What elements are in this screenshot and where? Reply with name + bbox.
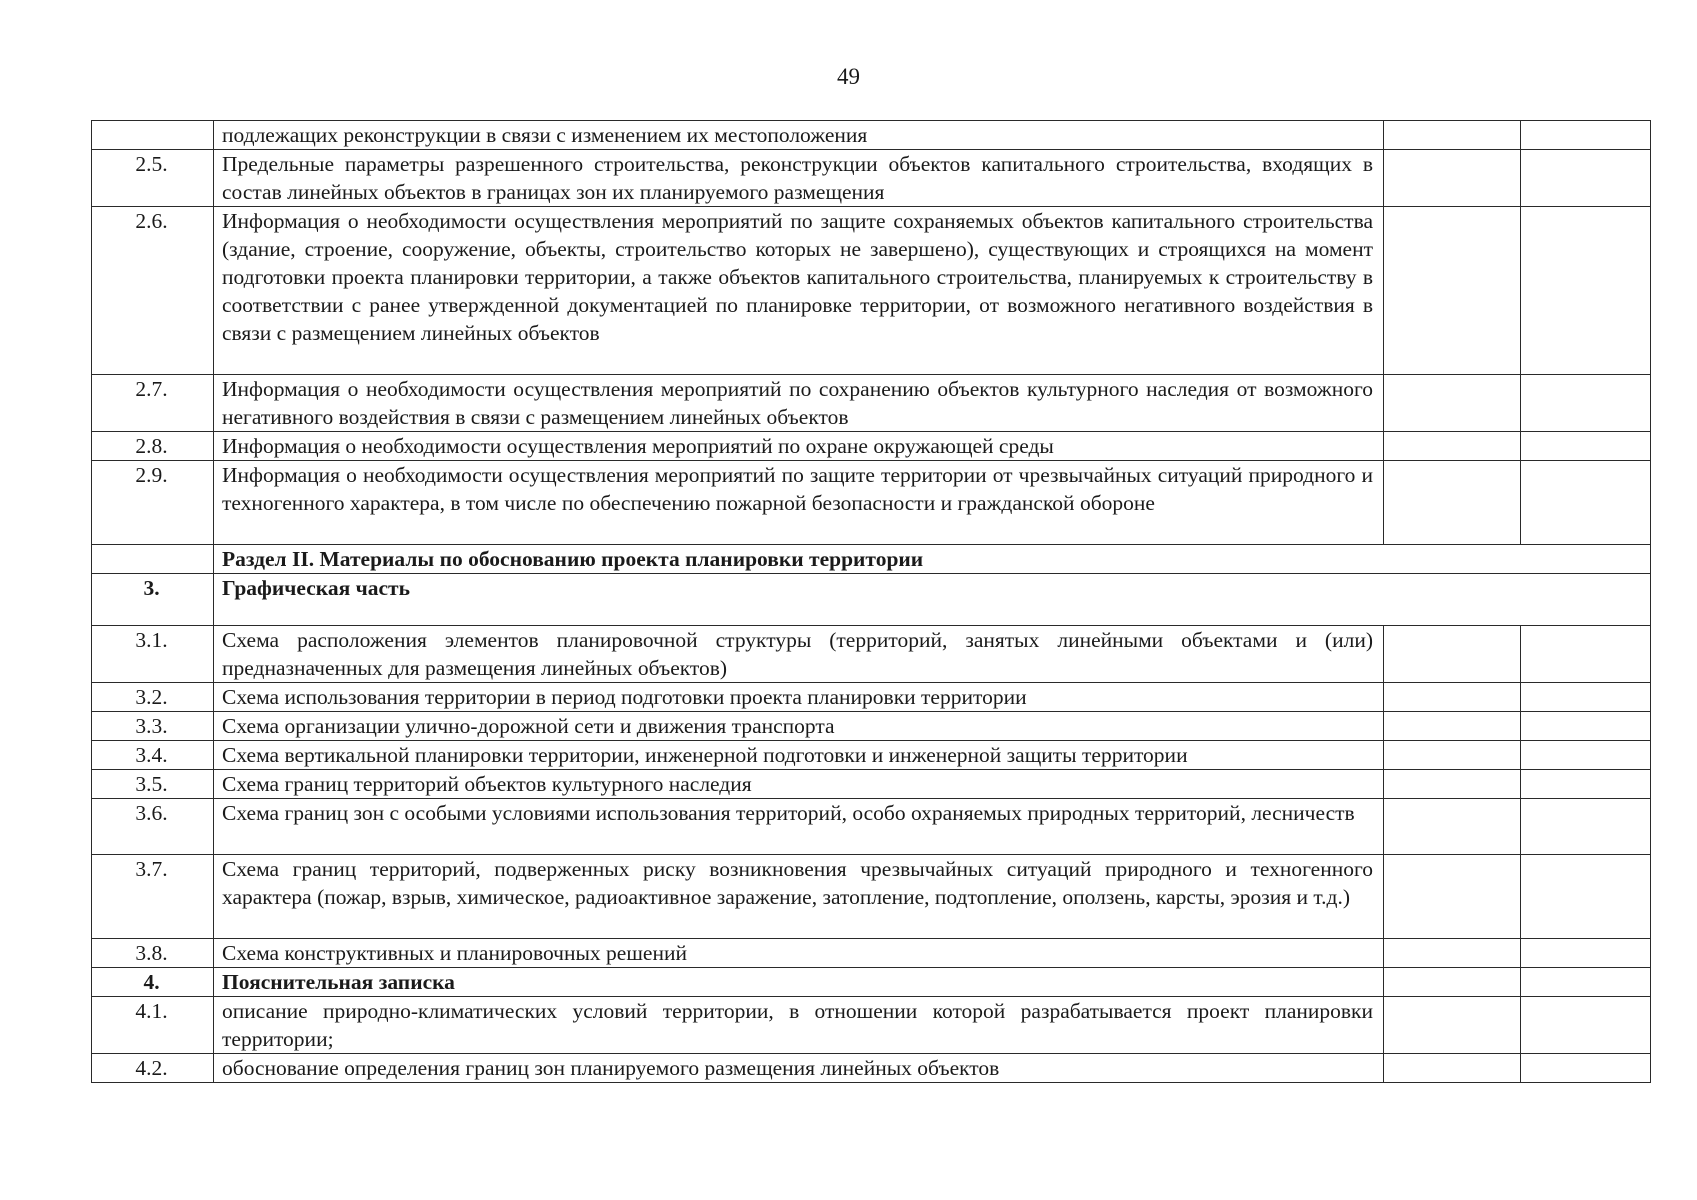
row-text: Схема расположения элементов планировочной структуры (территорий, занятых линейными объектами и (или) предназначенных для размещения линейных объектов) (214, 626, 1384, 683)
row-text: Схема границ территорий объектов культурного наследия (214, 770, 1384, 799)
table-row (92, 375, 1651, 432)
empty-cell (1384, 997, 1521, 1054)
empty-cell (1384, 375, 1521, 432)
row-text: обоснование определения границ зон планируемого размещения линейных объектов (214, 1054, 1384, 1083)
row-number: 3.3. (92, 712, 214, 741)
row-number: 4. (92, 968, 214, 997)
empty-cell (1521, 121, 1651, 150)
section-title: Графическая часть (214, 574, 1651, 626)
empty-cell (1384, 939, 1521, 968)
empty-cell (1521, 712, 1651, 741)
row-text: подлежащих реконструкции в связи с изменением их местоположения (214, 121, 1384, 150)
row-text: Схема использования территории в период подготовки проекта планировки территории (214, 683, 1384, 712)
empty-cell (1521, 432, 1651, 461)
empty-cell (1384, 207, 1521, 375)
empty-cell (1521, 855, 1651, 939)
empty-cell (1384, 741, 1521, 770)
row-number: 2.6. (92, 207, 214, 375)
row-number: 2.8. (92, 432, 214, 461)
empty-cell (1384, 712, 1521, 741)
empty-cell (1521, 1054, 1651, 1083)
row-text: Схема границ зон с особыми условиями использования территорий, особо охраняемых природных территорий, лесничеств (214, 799, 1384, 855)
row-text: Схема организации улично-дорожной сети и движения транспорта (214, 712, 1384, 741)
table-row (92, 712, 1651, 741)
section-row (92, 545, 1651, 574)
empty-cell (1521, 939, 1651, 968)
row-number: 3.8. (92, 939, 214, 968)
row-number: 2.9. (92, 461, 214, 545)
row-number: 3. (92, 574, 214, 626)
row-number: 4.2. (92, 1054, 214, 1083)
table-row (92, 770, 1651, 799)
empty-cell (1384, 121, 1521, 150)
empty-cell (1521, 997, 1651, 1054)
row-text: Схема границ территорий, подверженных риску возникновения чрезвычайных ситуаций природного и техногенного характера (пожар, взрыв, химическое, радиоактивное заражение, затопление, подтопление, оползень, карсты, эрозия и т.д.) (214, 855, 1384, 939)
table-row (92, 207, 1651, 375)
table-row (92, 432, 1651, 461)
row-number: 3.1. (92, 626, 214, 683)
table-row (92, 741, 1651, 770)
empty-cell (1521, 207, 1651, 375)
empty-cell (1384, 461, 1521, 545)
table-row (92, 855, 1651, 939)
row-text: Схема конструктивных и планировочных решений (214, 939, 1384, 968)
table-row (92, 121, 1651, 150)
empty-cell (1384, 683, 1521, 712)
section-row (92, 574, 1651, 626)
row-text: Схема вертикальной планировки территории, инженерной подготовки и инженерной защиты территории (214, 741, 1384, 770)
document-table (91, 120, 1651, 1083)
empty-cell (1521, 461, 1651, 545)
table-row (92, 968, 1651, 997)
empty-cell (1521, 150, 1651, 207)
table-row (92, 626, 1651, 683)
row-text: Информация о необходимости осуществления мероприятий по защите сохраняемых объектов капитального строительства (здание, строение, сооружение, объекты, строительство которых не завершено), существующих и строящихся на момент подготовки проекта планировки территории, а также объектов капитального строительства, планируемых к строительству в соответствии с ранее утвержденной документацией по планировке территории, от возможного негативного воздействия в связи с размещением линейных объектов (214, 207, 1384, 375)
empty-cell (1384, 150, 1521, 207)
empty-cell (1521, 626, 1651, 683)
table-row (92, 461, 1651, 545)
row-text: Информация о необходимости осуществления мероприятий по защите территории от чрезвычайных ситуаций природного и техногенного характера, в том числе по обеспечению пожарной безопасности и гражданской обороне (214, 461, 1384, 545)
row-number: 3.2. (92, 683, 214, 712)
row-text: Информация о необходимости осуществления мероприятий по охране окружающей среды (214, 432, 1384, 461)
row-number: 2.7. (92, 375, 214, 432)
row-text: Пояснительная записка (214, 968, 1384, 997)
table-row (92, 150, 1651, 207)
section-title: Раздел II. Материалы по обоснованию проекта планировки территории (214, 545, 1651, 574)
empty-cell (1521, 741, 1651, 770)
empty-cell (1384, 432, 1521, 461)
empty-cell (1521, 770, 1651, 799)
row-number (92, 545, 214, 574)
row-number: 2.5. (92, 150, 214, 207)
row-number: 3.6. (92, 799, 214, 855)
row-text: описание природно-климатических условий территории, в отношении которой разрабатывается проект планировки территории; (214, 997, 1384, 1054)
table-row (92, 997, 1651, 1054)
empty-cell (1521, 375, 1651, 432)
table-row (92, 939, 1651, 968)
row-text: Информация о необходимости осуществления мероприятий по сохранению объектов культурного наследия от возможного негативного воздействия в связи с размещением линейных объектов (214, 375, 1384, 432)
empty-cell (1384, 799, 1521, 855)
empty-cell (1521, 968, 1651, 997)
row-text: Предельные параметры разрешенного строительства, реконструкции объектов капитального строительства, входящих в состав линейных объектов в границах зон их планируемого размещения (214, 150, 1384, 207)
row-number: 3.7. (92, 855, 214, 939)
row-number: 4.1. (92, 997, 214, 1054)
empty-cell (1384, 626, 1521, 683)
table-row (92, 799, 1651, 855)
page-number: 49 (837, 64, 860, 89)
empty-cell (1384, 770, 1521, 799)
table-row (92, 683, 1651, 712)
empty-cell (1521, 799, 1651, 855)
row-number: 3.5. (92, 770, 214, 799)
empty-cell (1384, 1054, 1521, 1083)
table-row (92, 1054, 1651, 1083)
row-number: 3.4. (92, 741, 214, 770)
empty-cell (1384, 855, 1521, 939)
empty-cell (1521, 683, 1651, 712)
empty-cell (1384, 968, 1521, 997)
row-number (92, 121, 214, 150)
